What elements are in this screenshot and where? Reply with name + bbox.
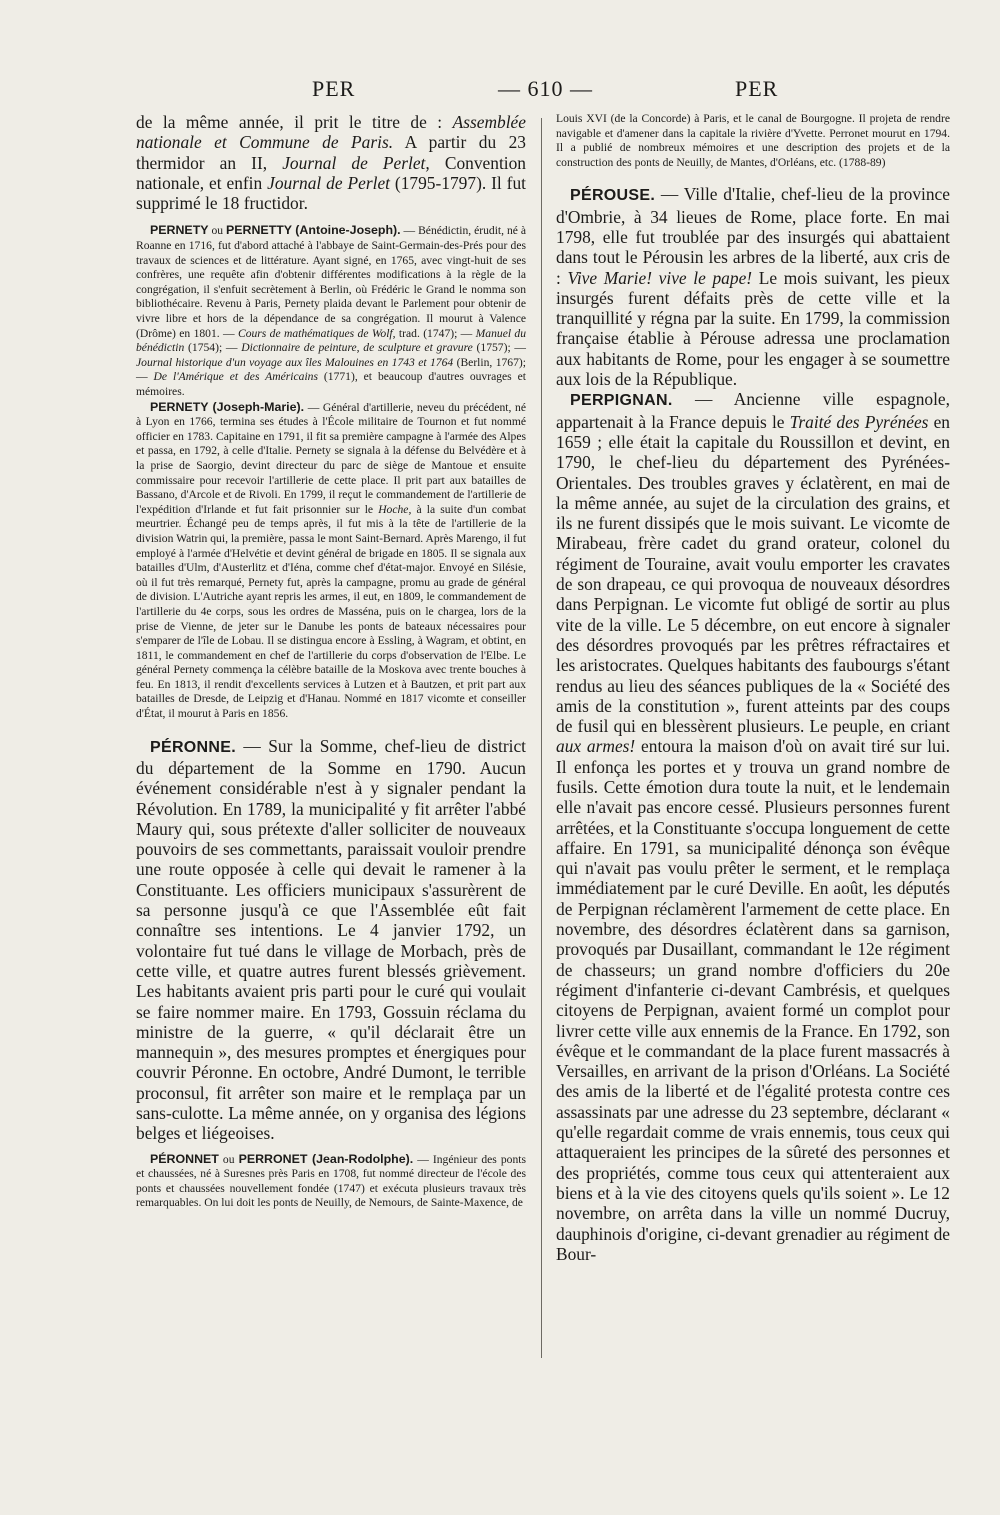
column-divider	[541, 118, 542, 1358]
entry-text: — Général d'artillerie, neveu du précédent, né à Lyon en 1766, termina ses études à l'École militaire de Tournon et fut nommé officier en 1783. Capitaine en 1791, il fit sa première campagne à l'armée des Alpes et passa, en 1792, à celle d'Italie. Pernety se signala à la défense du Belvédère et à la prise de Saorgio, devint directeur du parc de siège de Mantoue et ensuite commissaire pour recevoir l'artillerie de cette place. Il prit part aux batailles de Bassano, d'Arcole et de Rivoli. En 1799, il reçut le commandement de l'artillerie de l'expédition d'Irlande et fut fait prisonnier sur le	[136, 400, 526, 516]
entry-pernety-antoine-joseph	[136, 223, 526, 399]
entry-peronne	[136, 736, 526, 1144]
entry-text: — Bénédictin, érudit, né à Roanne en 1716, fut d'abord attaché à l'abbaye de Saint-Germain-des-Prés pour des travaux de sciences et de littérature. Ayant signé, en 1765, avec vingt-huit de ses confrères, une requête afin d'obtenir différentes modifications à la règle de la congrégation, il s'enfuit secrètement à Berlin, où Frédéric le Grand le nomma son bibliothécaire. Revenu à Paris, Pernety plaida devant le Parlement pour obtenir de vivre libre et hors de la dépendance de sa congrégation. Il mourut à Valence (Drôme) en 1801. —	[136, 224, 526, 340]
entry-continuation-perlet	[136, 112, 526, 213]
entry-pernety-joseph-marie	[136, 400, 526, 722]
entry-continuation-perronet	[556, 112, 950, 170]
entry-text: (1771), et beaucoup d'autres ouvrages et mémoires.	[136, 370, 526, 399]
page-number: — 610 —	[498, 76, 593, 101]
left-column	[136, 112, 526, 1211]
entry-text: — Ancienne ville espagnole, appartenait à la France depuis le	[556, 389, 950, 432]
entry-italic: Traité des Pyrénées	[789, 411, 929, 432]
entry-italic: Hoche,	[378, 502, 412, 516]
right-column	[556, 112, 950, 1264]
entry-text: Le mois suivant, les pieux insurgés furent défaits près de cette ville et la tranquillité y régna par la suite. En 1799, la commission française établie à Pérouse adressa une proclamation aux habitants de Rome, pour les engager à se soumettre aux lois de la République.	[556, 267, 950, 390]
entry-headword: PERPIGNAN.	[570, 392, 673, 410]
entry-italic: De l'Amérique et des Américains	[153, 370, 318, 384]
entry-headword: PERNETY	[150, 399, 209, 414]
entry-text: — Ingénieur des ponts et chaussées, né à Suresnes près Paris en 1708, fut nommé directeur de l'école des ponts et chaussées nouvellement fondée (1747) et exécuta plusieurs travaux très remarquables. On lui doit les ponts de Neuilly, de Nemours, de Sainte-Maxence, de	[136, 1152, 526, 1210]
entry-text: en 1659 ; elle était la capitale du Roussillon et devint, en 1790, le chef-lieu du département des Pyrénées-Orientales. Des troubles graves y éclatèrent, en mai de la même année, au sujet de la circulation des grains, et ils ne furent dissipés que le mois suivant. Le vicomte de Mirabeau, frère cadet du grand orateur, colonel du régiment de Touraine, avait voulu emporter les cravates de son drapeau, ce qui provoqua de nouveaux désordres dans Perpignan. Le vicomte fut obligé de sortir au plus vite de la ville. Le 5 décembre, on eut encore à signaler des désordres provoqués par les prêtres réfractaires et les aristocrates. Quelques habitants des faubourgs s'étant rendus au lieu des séances publiques de la « Société des amis de la constitution », furent atteints par des coups de fusil qui en blessèrent plusieurs. Le peuple, en criant	[556, 411, 950, 737]
entry-text: A partir du 23 thermidor an II,	[136, 132, 526, 173]
entry-peronnet	[136, 1152, 526, 1211]
entry-italic: aux armes!	[556, 736, 636, 757]
entry-text: entoura la maison d'où on avait tiré sur lui. Il enfonça les portes et y trouva un grand nombre de fusils. Cette émotion dura toute la nuit, et le lendemain elle n'avait pas encore cessé. Plusieurs personnes furent arrêtées, et la Constituante s'occupa longuement de cette affaire. En 1791, sa municipalité dénonça son évêque qui n'avait pas voulu prêter le serment, et le remplaça immédiatement par le curé Deville. En août, les députés de Perpignan réclamèrent l'armement de cette place. En novembre, des désordres éclatèrent dans sa garnison, provoqués par Dusaillant, commandant le 12e régiment de chasseurs; un grand nombre d'officiers du 20e régiment d'infanterie ci-devant Cambrésis, et quelques citoyens de Perpignan, avaient formé un complot pour livrer cette ville aux ennemis de la France. En 1792, son évêque et le commandant de la place furent massacrés à Versailles, en arrivant de la prison d'Orléans. La Société des amis de la liberté et de l'égalité protesta contre ces assassinats par une adresse du 23 septembre, déclarant « qu'elle regardait comme de vrais ennemis, tous ceux qui attaqueraient les principes de la sûreté des personnes et des propriétés, comme tous ceux qui attenteraient aux biens et à la vie des citoyens quels qu'ils soient ». Le 12 novembre, on arrêta dans la ville un nommé Ducruy, dauphinois d'origine, ci-devant grenadier au régiment de Bour-	[556, 736, 950, 1264]
entry-headword: PÉROUSE.	[570, 187, 656, 205]
entry-headword-name: (Jean-Rodolphe).	[307, 1151, 414, 1166]
entry-italic: Dictionnaire de peinture, de sculpture et gravure	[241, 341, 473, 355]
entry-italic: Cours de mathématiques de Wolf,	[237, 326, 396, 340]
entry-italic: Journal historique d'un voyage aux îles Malouines en 1743 et 1764	[136, 355, 454, 369]
entry-italic: Manuel du bénédictin	[136, 326, 527, 355]
running-head-right: PER	[735, 76, 779, 101]
entry-perpignan	[556, 389, 950, 1264]
entry-text: — Ville d'Italie, chef-lieu de la province d'Ombrie, à 34 lieues de Rome, place forte. En mai 1798, elle fut troublée par des insurgés qui abattaient dans tout le Pérousin les arbres de la liberté, aux cris de :	[556, 184, 950, 288]
entry-italic: Vive Marie! vive le pape!	[567, 267, 753, 288]
entry-text: trad. (1747); —	[395, 326, 476, 340]
entry-text: ou	[208, 224, 226, 238]
entry-headword: PÉRONNET	[150, 1151, 219, 1166]
running-head-left: PER	[312, 76, 356, 101]
entry-italic: Journal de Perlet	[267, 172, 390, 193]
entry-headword: PERRONET	[238, 1151, 308, 1166]
entry-headword-name: (Antoine-Joseph).	[291, 223, 401, 238]
entry-text: — Sur la Somme, chef-lieu de district du département de la Somme en 1790. Aucun événement considérable n'est à y signaler pendant la Révolution. En 1789, la municipalité y fit arrêter l'abbé Maury qui, sous prétexte d'aller solliciter de nouveaux pouvoirs de ses commettants, paraissait vouloir prendre une route opposée à celle qui devait le ramener à la Constituante. Les officiers municipaux s'assurèrent de sa personne jusqu'à ce que l'Assemblée eût fait connaître ses intentions. Le 4 janvier 1792, un volontaire fut tué dans le village de Morbach, près de cette ville, et quatre autres furent blessés grièvement. Les habitants avaient pris parti pour le curé qui voulait se faire nommer maire. En 1793, Gossuin réclama du ministre de la guerre, « qu'il déclarait être un mannequin », des mesures promptes et énergiques pour couvrir Péronne. En octobre, André Dumont, le terrible proconsul, fit arrêter son maire et le remplaça par un sans-culotte. La même année, on y organisa des légions belges et liégeoises.	[136, 735, 526, 1144]
entry-headword-name: (Joseph-Marie).	[208, 399, 305, 414]
entry-text: à la suite d'un combat meurtrier. Échangé peu de temps après, il fut mis à la tête de l'artillerie de la division Watrin qui, la première, passa le mont Saint-Bernard. Après Marengo, il fut employé à l'armée d'Helvétie et devint général de brigade en 1805. Il se signala aux batailles d'Ulm, d'Austerlitz et d'Iéna, comme chef d'état-major. Envoyé en Silésie, où il fut très remarqué, Pernety fut, après la campagne, promu au grade de général de division. L'Autriche ayant repris les armes, il eut, en 1809, le commandement de l'artillerie du 4e corps, sous les ordres de Masséna, puis on le chargea, lors de la prise de Vienne, de jeter sur le Danube les ponts de bateaux nécessaires pour s'emparer de l'île de Lobau. Il se distingua encore à Essling, à Wagram, et obtint, en 1811, le commandement en chef de l'artillerie du corps d'observation de l'Elbe. Le général Pernety commença la célèbre bataille de la Moskova avec trente bouches à feu. En 1813, il rendit d'excellents services à Lutzen et à Bautzen, et prit part aux batailles de Dresde, de Leipzig et d'Hanau. Nommé en 1817 vicomte et conseiller d'État, il mourut à Paris en 1856.	[136, 502, 526, 721]
entry-text: de la même année, il prit le titre de :	[136, 112, 453, 132]
entry-italic: Journal de Perlet,	[282, 152, 430, 173]
entry-text: (1757); —	[472, 341, 527, 355]
entry-text: (Berlin, 1767); —	[136, 355, 526, 384]
entry-headword: PERNETTY	[225, 223, 292, 238]
entry-italic: Assemblée nationale et Commune de Paris.	[136, 112, 526, 153]
entry-text: ou	[218, 1152, 239, 1166]
entry-headword: PERNETY	[150, 223, 209, 238]
entry-text: Louis XVI (de la Concorde) à Paris, et le canal de Bourgogne. Il projeta de rendre navigable et d'amener dans la capitale la rivière d'Yvette. Perronet mourut en 1794. Il a publié de nombreux mémoires et une description des projets et de la construction des ponts de Neuilly, de Mantes, d'Orléans, etc. (1788-89)	[556, 112, 950, 169]
entry-text: (1795-1797). Il fut supprimé le 18 fructidor.	[136, 172, 526, 214]
entry-perouse	[556, 184, 950, 389]
entry-text: (1754); —	[184, 341, 242, 355]
entry-headword: PÉRONNE.	[150, 738, 236, 756]
entry-text: Convention nationale, et enfin	[136, 152, 526, 193]
